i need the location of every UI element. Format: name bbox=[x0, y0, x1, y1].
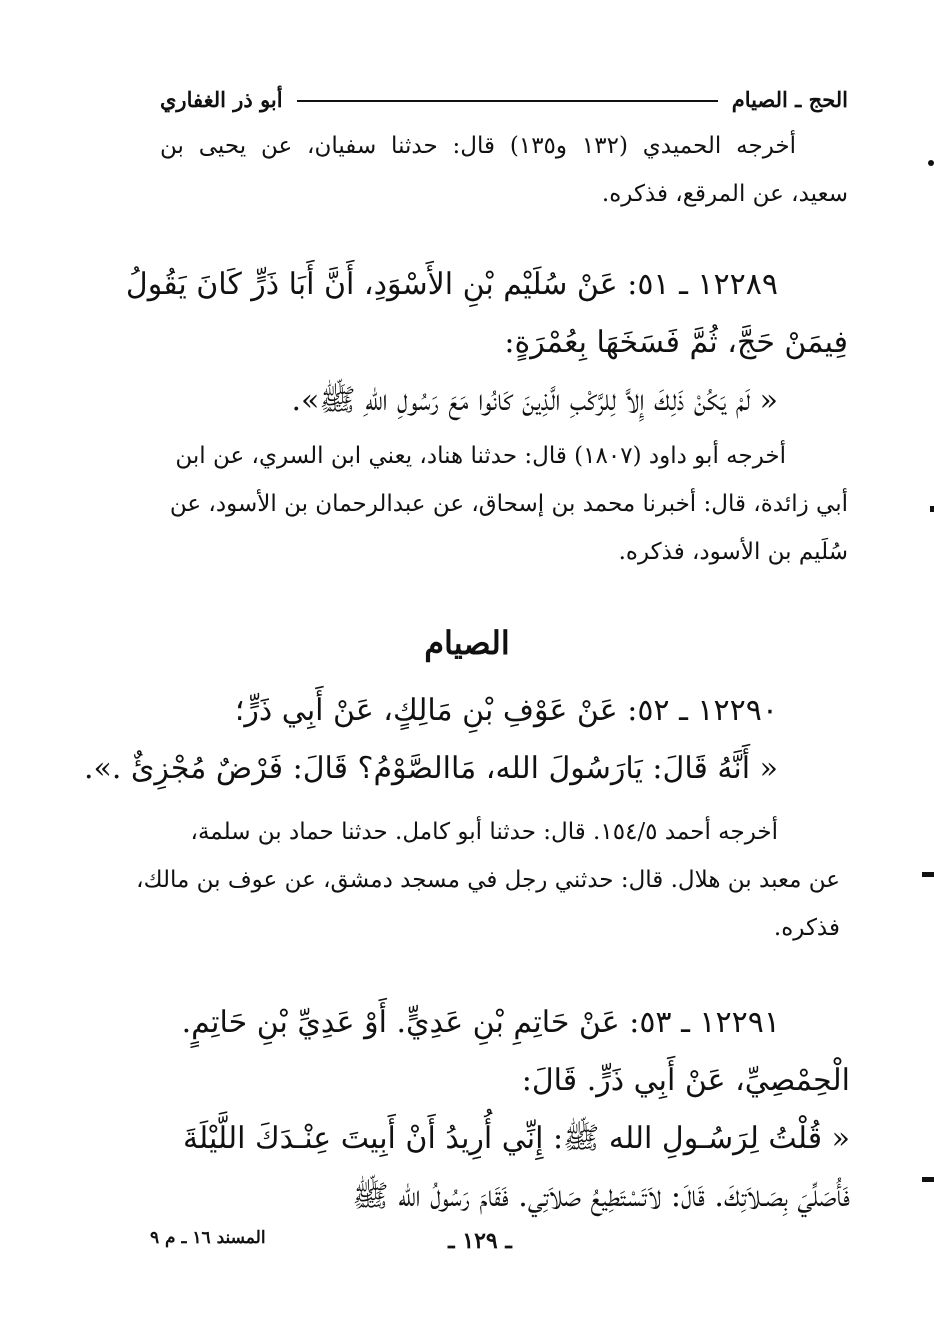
text-line: سُلَيم بن الأسود، فذكره. bbox=[618, 539, 848, 565]
hadith-12289 bbox=[125, 256, 848, 430]
hadith-line: الْحِمْصِيِّ، عَنْ أَبِي ذَرٍّ. قَالَ: bbox=[521, 1063, 850, 1098]
text-line: أخرجه الحميدي (١٣٢ و١٣٥) قال: حدثنا سفيان، عن يحيى بن bbox=[160, 133, 797, 159]
text-line: فذكره. bbox=[773, 915, 840, 941]
scan-mark bbox=[930, 506, 934, 512]
page-number: ـ ١٢٩ ـ bbox=[448, 1228, 512, 1254]
hadith-12290 bbox=[83, 682, 848, 798]
hadith-line: فَأُصَلِّيَ بِصَـلاَتِكَ. قَالَ: لاَتَسْتَطِيعُ صَلاَتِي. فَقَامَ رَسُولُ الله ﷺ bbox=[352, 1179, 850, 1214]
section-title: الصيام bbox=[424, 624, 510, 662]
scan-mark bbox=[922, 1177, 934, 1182]
volume-signature: المسند ١٦ ـ م ٩ bbox=[150, 1228, 266, 1248]
takhrij-paragraph-3 bbox=[136, 808, 840, 952]
header-book-title: أبو ذر الغفاري bbox=[160, 86, 283, 112]
text-line: أبي زائدة، قال: أخبرنا محمد بن إسحاق، عن عبدالرحمان بن الأسود، عن bbox=[169, 491, 848, 517]
header-rule bbox=[297, 100, 718, 102]
text-line: سعيد، عن المرقع، فذكره. bbox=[601, 181, 848, 207]
hadith-line: « أَنَّهُ قَالَ: يَارَسُولَ الله، مَاالصَّوْمُ؟ قَالَ: فَرْضٌ مُجْزِئٌ .». bbox=[83, 751, 778, 786]
hadith-line: ١٢٢٨٩ ـ ٥١: عَنْ سُلَيْم بْنِ الأَسْوَدِ، أَنَّ أَبَا ذَرٍّ كَانَ يَقُولُ bbox=[125, 267, 778, 302]
scan-mark bbox=[928, 160, 934, 166]
text-line: أخرجه أبو داود (١٨٠٧) قال: حدثنا هناد، يعني ابن السري، عن ابن bbox=[175, 443, 786, 469]
hadith-line: « قُلْتُ لِرَسُـولِ الله ﷺ: إِنِّي أُرِيدُ أَنْ أَبِيتَ عِنْـدَكَ اللَّيْلَةَ bbox=[182, 1121, 850, 1156]
hadith-line: « لَمْ يَكُنْ ذَلِكَ إِلاَّ لِلرَّكْبِ الَّذِينَ كَانُوا مَعَ رَسُولِ اللهِ ﷺ». bbox=[291, 383, 778, 418]
running-header bbox=[160, 82, 848, 116]
takhrij-paragraph-2 bbox=[156, 432, 848, 576]
hadith-line: فِيمَنْ حَجَّ، ثُمَّ فَسَخَهَا بِعُمْرَةٍ: bbox=[504, 325, 848, 360]
takhrij-paragraph-1 bbox=[160, 122, 848, 218]
header-chapter: الحج ـ الصيام bbox=[731, 86, 848, 112]
hadith-line: ١٢٢٩١ ـ ٥٣: عَنْ حَاتِمِ بْنِ عَدِيٍّ. أَوْ عَدِيِّ بْنِ حَاتِمٍ. bbox=[181, 1005, 780, 1040]
page-footer bbox=[150, 1228, 850, 1258]
text-line: عن معبد بن هلال. قال: حدثني رجل في مسجد دمشق، عن عوف بن مالك، bbox=[136, 867, 840, 893]
text-line: أخرجه أحمد ١٥٤/٥. قال: حدثنا أبو كامل. حدثنا حماد بن سلمة، bbox=[190, 819, 778, 845]
hadith-line: ١٢٢٩٠ ـ ٥٢: عَنْ عَوْفِ بْنِ مَالِكٍ، عَنْ أَبِي ذَرٍّ؛ bbox=[234, 693, 778, 728]
scan-mark bbox=[922, 872, 934, 877]
hadith-12291 bbox=[150, 994, 850, 1226]
